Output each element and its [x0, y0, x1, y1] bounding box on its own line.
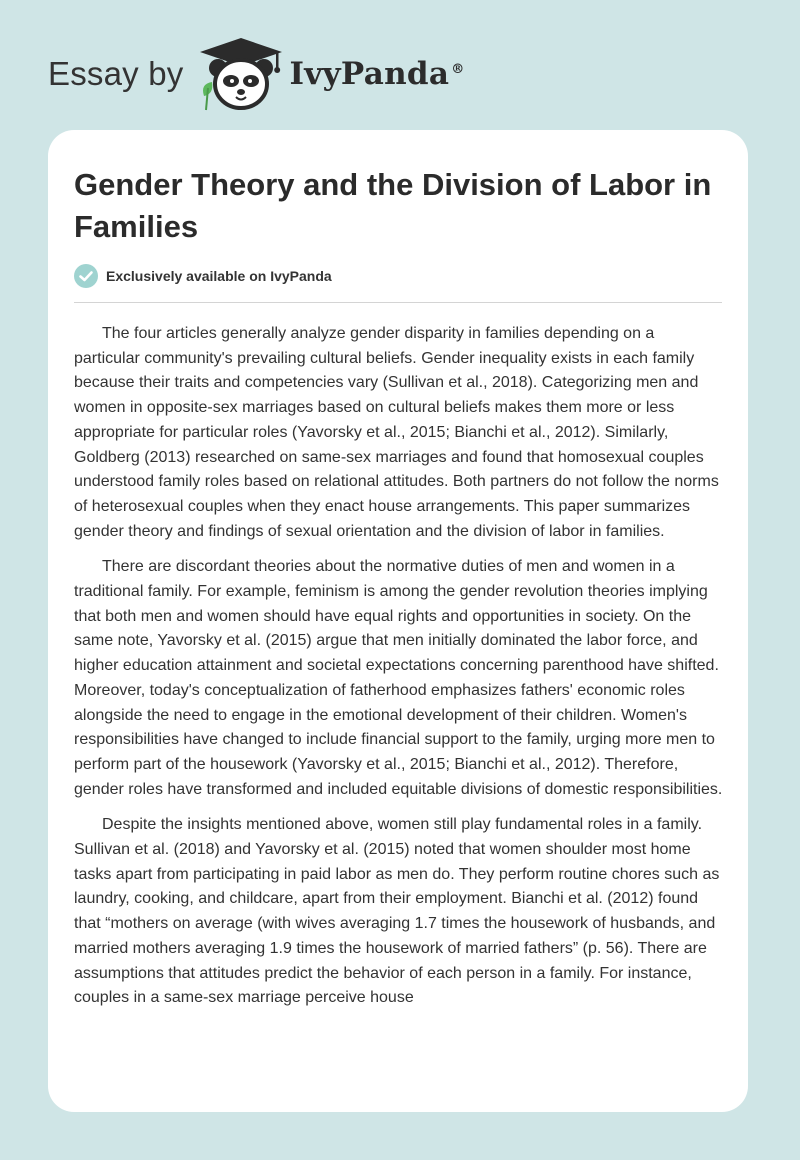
paragraph: The four articles generally analyze gender disparity in families depending on a particular community's prevailing cultural beliefs. Gender inequality exists in each family because their traits and competencies vary (Sullivan et al., 2018). Categorizing men and women in opposite-sex marriages based on cultural beliefs makes them more or less appropriate for particular roles (Yavorsky et al., 2015; Bianchi et al., 2012). Similarly, Goldberg (2013) researched on same-sex marriages and found that homosexual couples understood family roles based on relational attitudes. Both partners do not follow the norms of heterosexual couples when they enact house arrangements. This paper summarizes gender theory and findings of sexual orientation and the division of labor in families.: [74, 325, 719, 540]
registered-mark: ®: [451, 61, 465, 77]
brand-name[interactable]: IvyPanda ®: [289, 56, 465, 92]
essay-card: [48, 130, 748, 1112]
exclusive-badge-label: Exclusively available on IvyPanda: [106, 268, 332, 284]
essay-body: [74, 322, 724, 1022]
paragraph: There are discordant theories about the normative duties of men and women in a traditional family. For example, feminism is among the gender revolution theories implying that both men and women should have equal rights and opportunities in society. On the same note, Yavorsky et al. (2015) argue that men initially dominated the labor force, and higher education attainment and societal expectations concerning parenthood have shifted. Moreover, today's conceptualization of fatherhood emphasizes fathers' economic roles alongside the need to engage in the emotional development of their children. Women's responsibilities have changed to include financial support to the family, urging more men to perform part of the housework (Yavorsky et al., 2015; Bianchi et al., 2012). Therefore, gender roles have transformed and included equitable divisions of domestic responsibilities.: [74, 558, 723, 798]
divider: [74, 302, 722, 303]
site-header: [48, 34, 752, 114]
essay-by-label: Essay by: [48, 55, 184, 92]
paragraph: Despite the insights mentioned above, women still play fundamental roles in a family. Sullivan et al. (2018) and Yavorsky et al. (2015) noted that women shoulder most home tasks apart from participating in paid labor as men do. They perform routine chores such as laundry, cooking, and childcare, apart from their employment. Bianchi et al. (2012) found that “mothers on average (with wives averaging 1.7 times the housework of husbands, and married mothers averaging 1.9 times the housework of married fathers” (p. 56). There are assumptions that attitudes predict the behavior of each person in a family. For instance, couples in a same-sex marriage perceive house: [74, 816, 720, 1007]
essay-title: Gender Theory and the Division of Labor in Families: [74, 167, 712, 244]
checkmark-icon: [74, 264, 98, 288]
exclusive-badge: [74, 264, 332, 288]
panda-graduate-icon[interactable]: [198, 36, 284, 112]
